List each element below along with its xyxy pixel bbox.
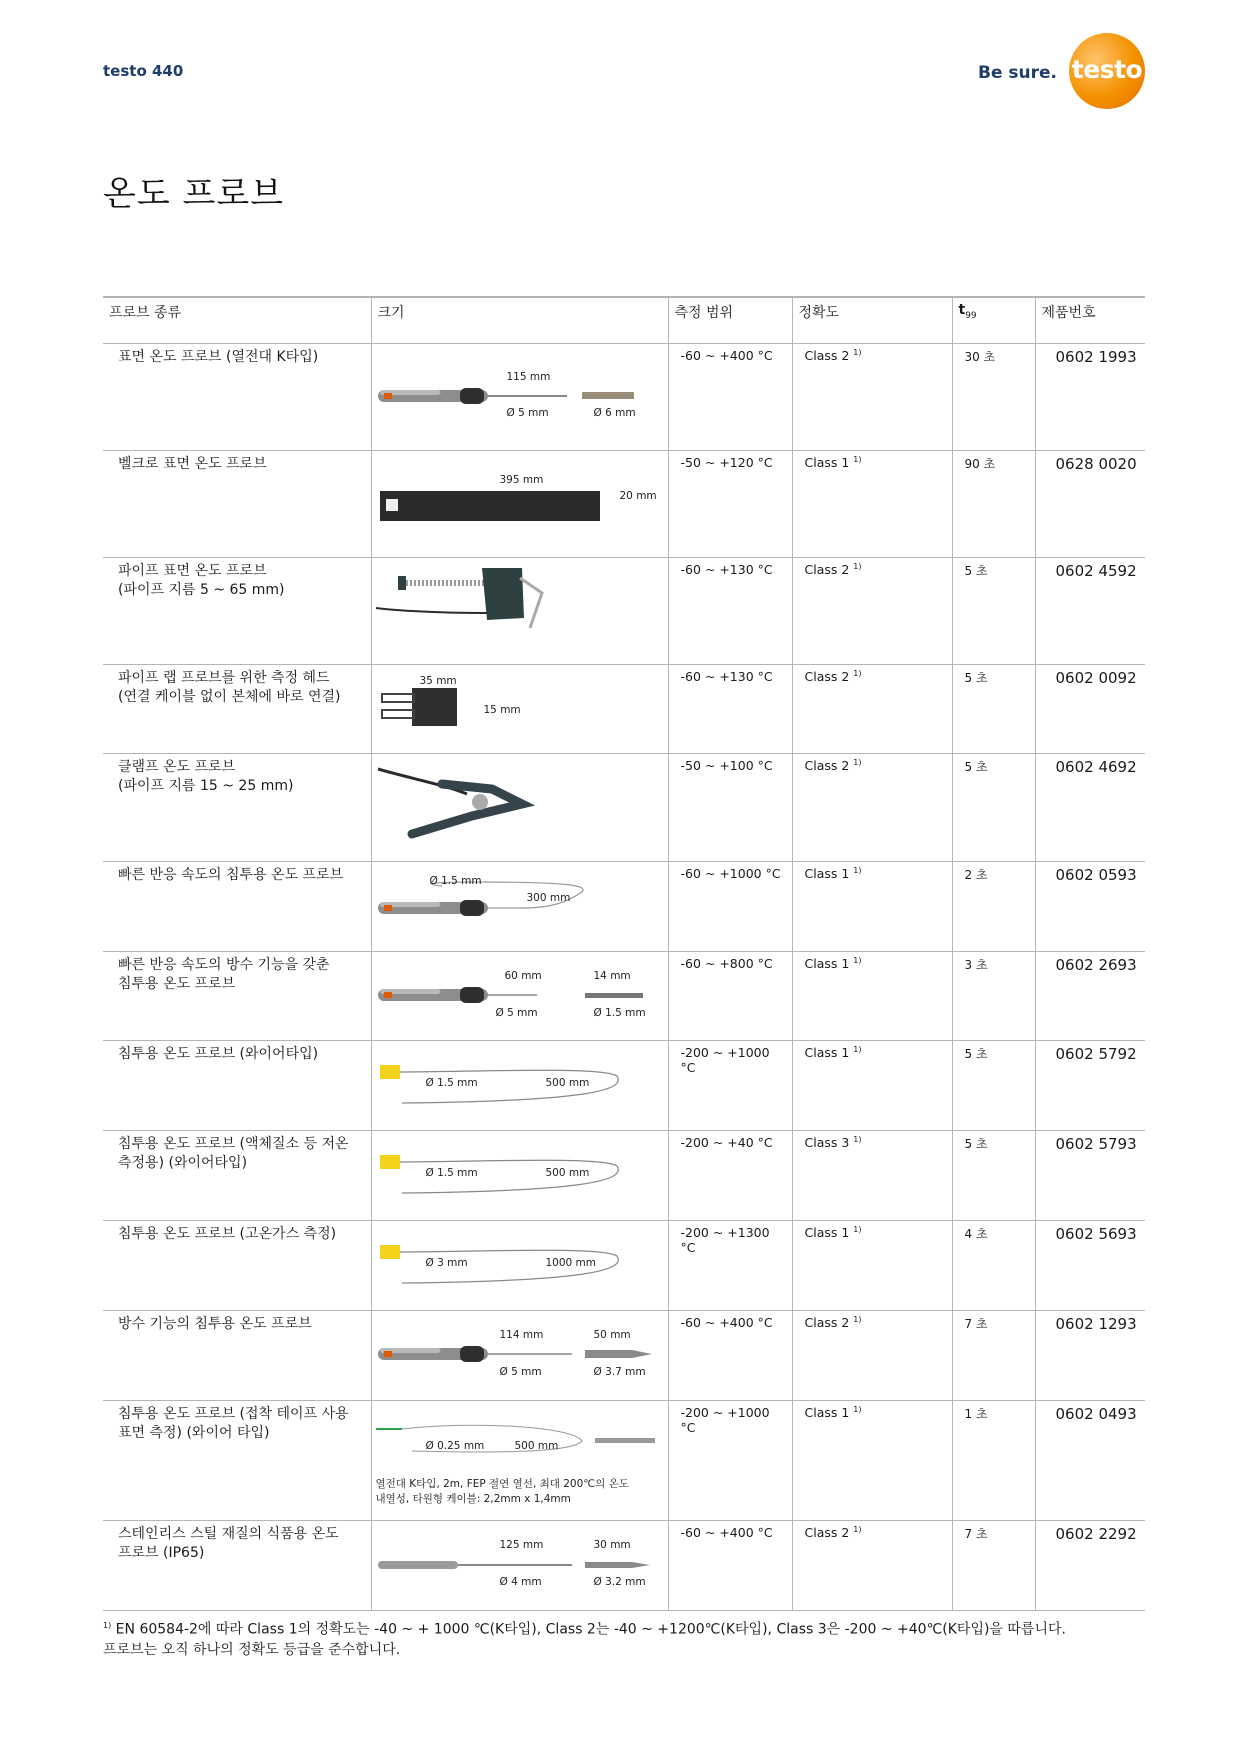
dimension-label: Ø 5 mm — [495, 1007, 538, 1019]
size-figure — [372, 451, 668, 557]
size-figure — [372, 1311, 668, 1400]
dimension-label: Ø 5 mm — [499, 1366, 542, 1378]
probe-type-line: 침투용 온도 프로브 (와이어타입) — [118, 1046, 319, 1062]
probe-drawing — [372, 1311, 668, 1400]
size-cell — [371, 344, 668, 451]
accuracy-footnote-mark: 1) — [853, 1315, 862, 1324]
t99-cell: 5 초 — [952, 558, 1035, 665]
t99-cell: 7 초 — [952, 1521, 1035, 1611]
probe-type-cell — [103, 1131, 371, 1221]
t99-cell: 30 초 — [952, 344, 1035, 451]
accuracy-footnote-mark: 1) — [853, 758, 862, 767]
table-row — [103, 558, 1145, 665]
product-number-cell: 0628 0020 — [1035, 451, 1145, 558]
range-cell: -60 ~ +400 °C — [668, 1521, 792, 1611]
probe-type-line: 표면 측정) (와이어 타입) — [118, 1425, 270, 1441]
range-cell: -200 ~ +1000 °C — [668, 1041, 792, 1131]
probe-caption: 열전대 K타입, 2m, FEP 절연 열선, 최대 200℃의 온도 내열성, 타원형 케이블: 2,2mm x 1,4mm — [375, 1478, 629, 1505]
probe-type-line: (연결 케이블 없이 본체에 바로 연결) — [118, 689, 341, 705]
t99-cell: 2 초 — [952, 862, 1035, 952]
probe-type-cell — [103, 558, 371, 665]
brand-name: testo 440 — [103, 62, 184, 80]
probe-type-cell — [103, 1401, 371, 1521]
product-number-cell: 0602 4692 — [1035, 754, 1145, 862]
dimension-label: 30 mm — [593, 1539, 631, 1551]
table-header-row — [103, 297, 1145, 344]
table-row — [103, 1311, 1145, 1401]
dimension-label: 300 mm — [526, 892, 571, 904]
range-cell: -50 ~ +100 °C — [668, 754, 792, 862]
accuracy-footnote-mark: 1) — [853, 956, 862, 965]
probe-type-line: 표면 온도 프로브 (열전대 K타입) — [118, 349, 319, 365]
product-number-cell: 0602 2292 — [1035, 1521, 1145, 1611]
probe-drawing — [372, 952, 668, 1040]
probe-type-cell — [103, 862, 371, 952]
size-cell — [371, 665, 668, 754]
range-cell: -60 ~ +400 °C — [668, 344, 792, 451]
probe-drawing — [372, 558, 668, 664]
accuracy-cell: Class 1 $^{1)}$ — [792, 952, 952, 1041]
size-figure — [372, 344, 668, 450]
probe-drawing — [372, 1221, 668, 1310]
probe-type-cell — [103, 754, 371, 862]
accuracy-cell: Class 1 $^{1)}$ — [792, 451, 952, 558]
accuracy-cell: Class 1 $^{1)}$ — [792, 1401, 952, 1521]
t99-cell: 90 초 — [952, 451, 1035, 558]
dimension-label: 115 mm — [506, 371, 551, 383]
accuracy-cell: Class 2 $^{1)}$ — [792, 344, 952, 451]
product-number-cell: 0602 2693 — [1035, 952, 1145, 1041]
range-cell: -200 ~ +1000 °C — [668, 1401, 792, 1521]
probe-type-cell — [103, 1041, 371, 1131]
dimension-label: Ø 4 mm — [499, 1576, 542, 1588]
product-number-cell: 0602 0593 — [1035, 862, 1145, 952]
t99-cell: 4 초 — [952, 1221, 1035, 1311]
probe-drawing — [372, 754, 668, 861]
probe-type-line: 벨크로 표면 온도 프로브 — [118, 456, 267, 472]
brand-slogan: Be sure. — [978, 63, 1057, 83]
probe-type-line: 빠른 반응 속도의 침투용 온도 프로브 — [118, 867, 344, 883]
product-number-cell: 0602 5793 — [1035, 1131, 1145, 1221]
dimension-label: 60 mm — [504, 970, 542, 982]
probe-type-line: 침투용 온도 프로브 (고온가스 측정) — [118, 1226, 337, 1242]
dimension-label: Ø 0.25 mm — [425, 1440, 485, 1452]
header-accuracy: 정확도 — [792, 297, 952, 344]
probe-type-line: 클램프 온도 프로브 — [118, 759, 236, 775]
probe-type-line: 프로브 (IP65) — [118, 1545, 205, 1561]
product-number-cell: 0602 5693 — [1035, 1221, 1145, 1311]
dimension-label: Ø 1.5 mm — [429, 875, 482, 887]
t99-cell: 1 초 — [952, 1401, 1035, 1521]
t99-cell: 5 초 — [952, 1131, 1035, 1221]
probe-drawing — [372, 862, 668, 951]
size-figure — [372, 754, 668, 861]
t99-cell: 5 초 — [952, 665, 1035, 754]
size-cell — [371, 1221, 668, 1311]
range-cell: -60 ~ +1000 °C — [668, 862, 792, 952]
accuracy-cell: Class 2 $^{1)}$ — [792, 754, 952, 862]
t99-cell: 3 초 — [952, 952, 1035, 1041]
probe-type-line: 파이프 랩 프로브를 위한 측정 헤드 — [118, 670, 330, 686]
header-size: 크기 — [371, 297, 668, 344]
header-range: 측정 범위 — [668, 297, 792, 344]
probe-drawing — [372, 344, 668, 450]
footnote-line-1: EN 60584-2에 따라 Class 1의 정확도는 -40 ~ + 1000 ℃(K타입), Class 2는 -40 ~ +1200℃(K타입), Class 3은 -200 ~ +40℃(K타입)을 따릅니다. — [115, 1621, 1066, 1638]
size-cell — [371, 451, 668, 558]
probe-drawing — [372, 1041, 668, 1130]
probe-type-line: 스테인리스 스틸 재질의 식품용 온도 — [118, 1526, 339, 1542]
size-cell — [371, 1131, 668, 1221]
probe-type-line: 파이프 표면 온도 프로브 — [118, 563, 267, 579]
probe-drawing — [372, 451, 668, 557]
table-row — [103, 1131, 1145, 1221]
size-figure — [372, 1041, 668, 1130]
size-cell — [371, 862, 668, 952]
range-cell: -50 ~ +120 °C — [668, 451, 792, 558]
t99-cell: 5 초 — [952, 1041, 1035, 1131]
dimension-label: 20 mm — [619, 490, 657, 502]
size-cell — [371, 1311, 668, 1401]
probe-type-cell — [103, 1221, 371, 1311]
table-row — [103, 451, 1145, 558]
header-probe-type: 프로브 종류 — [103, 297, 371, 344]
size-figure — [372, 558, 668, 664]
size-cell — [371, 1401, 668, 1521]
accuracy-cell: Class 1 $^{1)}$ — [792, 1041, 952, 1131]
accuracy-footnote-mark: 1) — [853, 1525, 862, 1534]
header-product-number: 제품번호 — [1035, 297, 1145, 344]
accuracy-footnote-mark: 1) — [853, 562, 862, 571]
probe-type-line: (파이프 지름 5 ~ 65 mm) — [118, 582, 285, 598]
range-cell: -200 ~ +1300 °C — [668, 1221, 792, 1311]
page-title: 온도 프로브 — [103, 174, 285, 214]
probe-type-cell — [103, 1521, 371, 1611]
product-number-cell: 0602 1293 — [1035, 1311, 1145, 1401]
size-figure — [372, 1221, 668, 1310]
dimension-label: 114 mm — [499, 1329, 544, 1341]
footnote-line-2: 프로브는 오직 하나의 정확도 등급을 준수합니다. — [103, 1641, 401, 1658]
size-cell — [371, 754, 668, 862]
accuracy-footnote-mark: 1) — [853, 348, 862, 357]
dimension-label: 35 mm — [419, 675, 457, 687]
probe-type-line: 방수 기능의 침투용 온도 프로브 — [118, 1316, 312, 1332]
probe-type-line: 침투용 온도 프로브 (접착 테이프 사용 — [118, 1406, 349, 1422]
footnote — [103, 1616, 1066, 1660]
table-row — [103, 1521, 1145, 1611]
range-cell: -200 ~ +40 °C — [668, 1131, 792, 1221]
probe-type-cell — [103, 665, 371, 754]
accuracy-footnote-mark: 1) — [853, 1135, 862, 1144]
product-number-cell: 0602 4592 — [1035, 558, 1145, 665]
probe-drawing — [372, 1131, 668, 1220]
size-cell — [371, 558, 668, 665]
dimension-label: 500 mm — [545, 1077, 590, 1089]
dimension-label: 50 mm — [593, 1329, 631, 1341]
accuracy-cell: Class 2 $^{1)}$ — [792, 1311, 952, 1401]
size-cell — [371, 1521, 668, 1611]
table-row — [103, 344, 1145, 451]
dimension-label: 500 mm — [545, 1167, 590, 1179]
dimension-label: 1000 mm — [545, 1257, 597, 1269]
probe-type-cell — [103, 344, 371, 451]
probe-type-line: 빠른 반응 속도의 방수 기능을 갖춘 — [118, 957, 330, 973]
table-row — [103, 952, 1145, 1041]
probe-type-line: (파이프 지름 15 ~ 25 mm) — [118, 778, 294, 794]
accuracy-cell: Class 2 $^{1)}$ — [792, 665, 952, 754]
size-figure — [372, 862, 668, 951]
dimension-label: Ø 3.7 mm — [593, 1366, 646, 1378]
dimension-label: Ø 1.5 mm — [593, 1007, 646, 1019]
footnote-mark: 1) — [103, 1621, 112, 1630]
logo-text: testo — [1071, 54, 1143, 84]
table-row — [103, 1401, 1145, 1521]
t99-cell: 7 초 — [952, 1311, 1035, 1401]
size-figure — [372, 1521, 668, 1610]
dimension-label: Ø 6 mm — [593, 407, 636, 419]
probe-type-line: 침투용 온도 프로브 (액체질소 등 저온 — [118, 1136, 349, 1152]
probe-type-line: 측정용) (와이어타입) — [118, 1155, 248, 1171]
range-cell: -60 ~ +130 °C — [668, 558, 792, 665]
testo-logo — [1069, 33, 1145, 109]
size-figure — [372, 1401, 668, 1520]
dimension-label: Ø 3.2 mm — [593, 1576, 646, 1588]
accuracy-cell: Class 1 $^{1)}$ — [792, 1221, 952, 1311]
probe-type-cell — [103, 451, 371, 558]
dimension-label: 15 mm — [483, 704, 521, 716]
table-row — [103, 754, 1145, 862]
product-number-cell: 0602 5792 — [1035, 1041, 1145, 1131]
table-row — [103, 862, 1145, 952]
size-figure — [372, 665, 668, 753]
accuracy-cell: Class 1 $^{1)}$ — [792, 862, 952, 952]
accuracy-footnote-mark: 1) — [853, 669, 862, 678]
dimension-label: 395 mm — [499, 474, 544, 486]
probe-table — [103, 296, 1145, 1611]
accuracy-footnote-mark: 1) — [853, 866, 862, 875]
size-figure — [372, 1131, 668, 1220]
probe-type-line: 침투용 온도 프로브 — [118, 976, 236, 992]
probe-type-cell — [103, 952, 371, 1041]
range-cell: -60 ~ +400 °C — [668, 1311, 792, 1401]
accuracy-cell: Class 2 $^{1)}$ — [792, 558, 952, 665]
dimension-label: Ø 1.5 mm — [425, 1167, 478, 1179]
t99-cell: 5 초 — [952, 754, 1035, 862]
accuracy-footnote-mark: 1) — [853, 1405, 862, 1414]
accuracy-footnote-mark: 1) — [853, 455, 862, 464]
accuracy-footnote-mark: 1) — [853, 1225, 862, 1234]
table-row — [103, 665, 1145, 754]
size-cell — [371, 952, 668, 1041]
table-row — [103, 1041, 1145, 1131]
probe-type-cell — [103, 1311, 371, 1401]
dimension-label: 14 mm — [593, 970, 631, 982]
table-row — [103, 1221, 1145, 1311]
dimension-label: 125 mm — [499, 1539, 544, 1551]
size-cell — [371, 1041, 668, 1131]
product-number-cell: 0602 1993 — [1035, 344, 1145, 451]
range-cell: -60 ~ +800 °C — [668, 952, 792, 1041]
dimension-label: 500 mm — [514, 1440, 559, 1452]
accuracy-cell: Class 3 $^{1)}$ — [792, 1131, 952, 1221]
accuracy-cell: Class 2 $^{1)}$ — [792, 1521, 952, 1611]
dimension-label: Ø 3 mm — [425, 1257, 468, 1269]
product-number-cell: 0602 0092 — [1035, 665, 1145, 754]
accuracy-footnote-mark: 1) — [853, 1045, 862, 1054]
range-cell: -60 ~ +130 °C — [668, 665, 792, 754]
probe-drawing — [372, 1521, 668, 1610]
dimension-label: Ø 1.5 mm — [425, 1077, 478, 1089]
product-number-cell: 0602 0493 — [1035, 1401, 1145, 1521]
header-t99: $t_{99}$ — [952, 297, 1035, 344]
size-figure — [372, 952, 668, 1040]
dimension-label: Ø 5 mm — [506, 407, 549, 419]
